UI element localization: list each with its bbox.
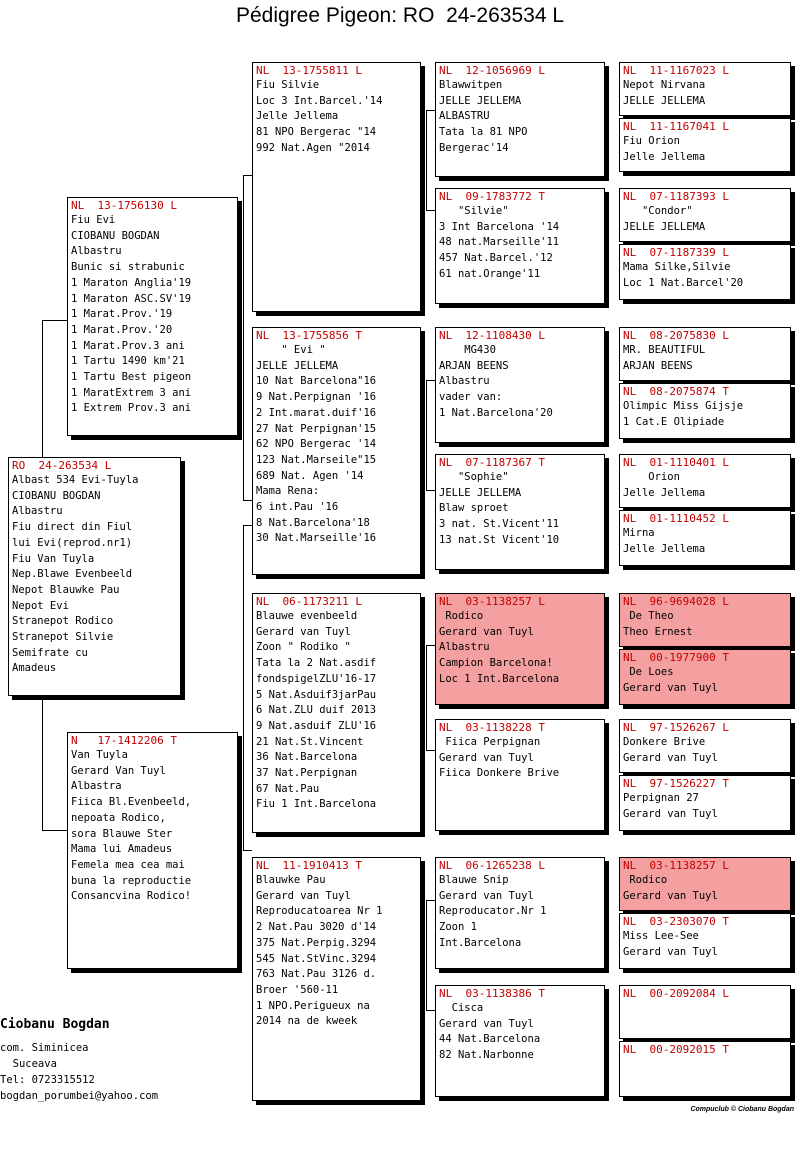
pedigree-note: Gerard van Tuyl (439, 751, 534, 764)
pedigree-card-g9 (619, 593, 791, 647)
ring-id: NL 03-1138257 L (623, 859, 729, 872)
pedigree-note: Albast 534 Evi-Tuyla (12, 474, 139, 486)
pedigree-note: ARJAN BEENS (623, 359, 693, 372)
ring-id: NL 12-1056969 L (439, 64, 545, 77)
pedigree-note: sora Blauwe Ster (71, 827, 173, 840)
ring-id: NL 03-1138257 L (439, 595, 545, 608)
pedigree-note: 689 Nat. Agen '14 (256, 469, 364, 482)
pedigree-note: MR. BEAUTIFUL (623, 344, 706, 356)
pedigree-note: 67 Nat.Pau (256, 782, 320, 795)
pedigree-card-father (67, 197, 238, 436)
pedigree-note: Gerard van Tuyl (439, 1017, 534, 1030)
pedigree-note: 1 Tartu Best pigeon (71, 371, 192, 384)
pedigree-note: Blawwitpen (439, 79, 503, 91)
pedigree-note: Stranepot Silvie (12, 631, 114, 644)
connector-line (426, 210, 435, 211)
breeder-info (0, 1016, 240, 1104)
connector-line (243, 525, 252, 526)
pedigree-note: Reproducator.Nr 1 (439, 905, 547, 918)
pedigree-note: JELLE JELLEMA (623, 220, 706, 233)
ring-id: NL 07-1187393 L (623, 190, 729, 203)
page-title: Pédigree Pigeon: RO 24-263534 L (235, 4, 565, 27)
pedigree-card-g4 (619, 244, 791, 300)
ring-id: NL 00-2092084 L (623, 987, 729, 1000)
pedigree-note: Gerard van Tuyl (623, 681, 718, 694)
pedigree-note: Fiu 1 Int.Barcelona (256, 798, 377, 811)
pedigree-note: fondspigelZLU'16-17 (256, 672, 377, 685)
pedigree-note: 992 Nat.Agen "2014 (256, 141, 370, 154)
pedigree-note: Albastru (71, 245, 122, 258)
pedigree-note: Blauwke Pau (256, 874, 326, 886)
pedigree-note: 82 Nat.Narbonne (439, 1049, 534, 1062)
pedigree-card-mother (67, 732, 238, 969)
pedigree-note: Nepot Evi (12, 599, 69, 612)
pedigree-note: 10 Nat Barcelona"16 (256, 375, 377, 388)
footer-credit: Compuclub © Ciobanu Bogdan (690, 1106, 794, 1113)
pedigree-note: JELLE JELLEMA (439, 94, 522, 107)
pedigree-note: 61 nat.Orange'11 (439, 267, 541, 280)
pedigree-card-g11 (619, 719, 791, 773)
pedigree-note: 36 Nat.Barcelona (256, 751, 358, 764)
pedigree-note: 3 nat. St.Vicent'11 (439, 518, 560, 531)
pedigree-card-g8 (619, 510, 791, 566)
pedigree-note: Gerard van Tuyl (623, 945, 718, 958)
breeder-name: Ciobanu Bogdan (0, 1017, 110, 1032)
pedigree-card-g10 (619, 649, 791, 705)
pedigree-note: Albastra (71, 780, 122, 793)
pedigree-note: nepoata Rodico, (71, 811, 166, 824)
pedigree-note: 1 MaratExtrem 3 ani (71, 386, 192, 399)
pedigree-note: De Theo (623, 610, 674, 622)
pedigree-note: Fiu Silvie (256, 79, 320, 91)
pedigree-note: Zoon 1 (439, 921, 477, 934)
ring-id: NL 01-1110452 L (623, 512, 729, 525)
pedigree-note: 1 Marat.Prov.3 ani (71, 339, 185, 352)
ring-id: NL 13-1756130 L (71, 199, 177, 212)
ring-id: NL 03-1138386 T (439, 987, 545, 1000)
pedigree-note: Broer '560-11 (256, 983, 339, 996)
pedigree-card-subject (8, 457, 181, 696)
pedigree-card-g15 (619, 985, 791, 1039)
pedigree-note: 2 Nat.Pau 3020 d'14 (256, 921, 377, 934)
pedigree-note: JELLE JELLEMA (439, 486, 522, 499)
pedigree-note: Jelle Jellema (256, 110, 339, 123)
pedigree-note: Van Tuyla (71, 749, 128, 761)
connector-line (42, 320, 43, 462)
pedigree-note: Campion Barcelona! (439, 657, 553, 670)
pedigree-note: 62 NPO Bergerac '14 (256, 438, 377, 451)
pedigree-note: Albastru (439, 375, 490, 388)
pedigree-note: "Condor" (623, 205, 693, 217)
breeder-phone: Tel: 0723315512 (0, 1074, 95, 1086)
pedigree-note: Rodico (439, 610, 484, 622)
connector-line (426, 490, 435, 491)
pedigree-note: Blauwe evenbeeld (256, 610, 358, 622)
pedigree-note: Fiu direct din Fiul (12, 521, 133, 534)
connector-line (426, 645, 427, 750)
pedigree-note: Amadeus (12, 662, 57, 675)
pedigree-note: Gerard van Tuyl (439, 889, 534, 902)
ring-id: NL 06-1173211 L (256, 595, 362, 608)
pedigree-card-g14 (619, 913, 791, 969)
pedigree-note: 27 Nat Perpignan'15 (256, 422, 377, 435)
pedigree-note: vader van: (439, 391, 503, 404)
pedigree-note: 81 NPO Bergerac "14 (256, 126, 377, 139)
ring-id: NL 08-2075830 L (623, 329, 729, 342)
pedigree-note: Int.Barcelona (439, 936, 522, 949)
connector-line (426, 900, 427, 1010)
ring-id: NL 13-1755856 T (256, 329, 362, 342)
pedigree-note: 21 Nat.St.Vincent (256, 735, 364, 748)
pedigree-note: Nep.Blawe Evenbeeld (12, 568, 133, 581)
ring-id: NL 08-2075874 T (623, 385, 729, 398)
pedigree-card-g13 (619, 857, 791, 911)
pedigree-note: JELLE JELLEMA (256, 359, 339, 372)
pedigree-card-fm (252, 327, 421, 575)
pedigree-note: Tata la 81 NPO (439, 126, 528, 139)
pedigree-note: Cisca (439, 1002, 484, 1014)
ring-id: NL 06-1265238 L (439, 859, 545, 872)
pedigree-note: Blauwe Snip (439, 874, 509, 886)
pedigree-note: Bergerac'14 (439, 141, 509, 154)
pedigree-note: Fiu Van Tuyla (12, 552, 95, 565)
pedigree-note: Perpignan 27 (623, 792, 699, 804)
breeder-address-line: Suceava (0, 1058, 57, 1070)
pedigree-note: ARJAN BEENS (439, 359, 509, 372)
pedigree-card-fff (435, 62, 605, 177)
pedigree-card-g7 (619, 454, 791, 508)
pedigree-note: Jelle Jellema (623, 486, 706, 499)
pedigree-card-g6 (619, 383, 791, 439)
pedigree-note: Fiica Bl.Evenbeeld, (71, 796, 192, 809)
pedigree-note: CIOBANU BOGDAN (12, 489, 101, 502)
pedigree-note: 8 Nat.Barcelona'18 (256, 516, 370, 529)
pedigree-note: Olimpic Miss Gijsje (623, 400, 744, 412)
pedigree-note: Nepot Blauwke Pau (12, 583, 120, 596)
pedigree-note: 5 Nat.Asduif3jarPau (256, 688, 377, 701)
pedigree-note: "Silvie" (439, 205, 509, 217)
pedigree-note: 1 Marat.Prov.'19 (71, 308, 173, 321)
pedigree-note: Jelle Jellema (623, 150, 706, 163)
connector-line (426, 380, 427, 490)
pedigree-note: 3 Int Barcelona '14 (439, 220, 560, 233)
pedigree-note: Femela mea cea mai (71, 858, 185, 871)
ring-id: NL 07-1187339 L (623, 246, 729, 259)
pedigree-note: lui Evi(reprod.nr1) (12, 536, 133, 549)
connector-line (426, 900, 435, 901)
ring-id: NL 03-2303070 T (623, 915, 729, 928)
pedigree-note: 2014 na de kweek (256, 1015, 358, 1028)
connector-line (426, 110, 435, 111)
pedigree-note: buna la reproductie (71, 874, 192, 887)
pedigree-note: 37 Nat.Perpignan (256, 767, 358, 780)
pedigree-note: Mama lui Amadeus (71, 843, 173, 856)
pedigree-note: 1 NPO.Perigueux na (256, 999, 370, 1012)
pedigree-note: Consancvina Rodico! (71, 890, 192, 903)
connector-line (243, 175, 244, 500)
ring-id: N 17-1412206 T (71, 734, 177, 747)
pedigree-note: Reproducatoarea Nr 1 (256, 905, 383, 918)
pedigree-card-g3 (619, 188, 791, 242)
connector-line (243, 525, 244, 850)
ring-id: RO 24-263534 L (12, 459, 112, 472)
pedigree-card-ffm (435, 188, 605, 304)
pedigree-note: JELLE JELLEMA (623, 94, 706, 107)
connector-line (42, 688, 43, 830)
pedigree-note: CIOBANU BOGDAN (71, 229, 160, 242)
ring-id: NL 11-1910413 T (256, 859, 362, 872)
pedigree-note: Donkere Brive (623, 736, 706, 748)
pedigree-card-mf (252, 593, 421, 833)
pedigree-note: 9 Nat.asduif ZLU'16 (256, 719, 377, 732)
pedigree-note: 1 Cat.E Olipiade (623, 415, 725, 428)
pedigree-note: 1 Nat.Barcelona'20 (439, 406, 553, 419)
pedigree-note: 1 Maraton Anglia'19 (71, 276, 192, 289)
pedigree-note: Mama Rena: (256, 485, 320, 498)
pedigree-note: " Evi " (256, 344, 326, 356)
pedigree-note: Albastru (439, 641, 490, 654)
pedigree-card-fmm (435, 454, 605, 570)
pedigree-note: Gerard van Tuyl (623, 889, 718, 902)
connector-line (426, 750, 435, 751)
connector-line (426, 110, 427, 210)
ring-id: NL 12-1108430 L (439, 329, 545, 342)
breeder-email[interactable]: bogdan_porumbei@yahoo.com (0, 1090, 159, 1102)
connector-line (42, 830, 67, 831)
ring-id: NL 97-1526267 L (623, 721, 729, 734)
connector-line (426, 380, 435, 381)
ring-id: NL 07-1187367 T (439, 456, 545, 469)
ring-id: NL 11-1167023 L (623, 64, 729, 77)
pedigree-note: Mama Silke,Silvie (623, 261, 731, 273)
pedigree-note: Blaw sproet (439, 502, 509, 515)
pedigree-note: Semifrate cu (12, 646, 88, 659)
ring-id: NL 00-2092015 T (623, 1043, 729, 1056)
pedigree-note: Gerard van Tuyl (623, 751, 718, 764)
pedigree-note: 44 Nat.Barcelona (439, 1033, 541, 1046)
pedigree-note: Orion (623, 471, 680, 483)
ring-id: NL 13-1755811 L (256, 64, 362, 77)
ring-id: NL 09-1783772 T (439, 190, 545, 203)
pedigree-note: 375 Nat.Perpig.3294 (256, 936, 377, 949)
pedigree-note: ALBASTRU (439, 110, 490, 123)
pedigree-note: 457 Nat.Barcel.'12 (439, 252, 553, 265)
pedigree-note: 1 Tartu 1490 km'21 (71, 355, 185, 368)
pedigree-note: Zoon " Rodiko " (256, 641, 351, 654)
pedigree-note: 9 Nat.Perpignan '16 (256, 391, 377, 404)
connector-line (426, 1010, 435, 1011)
ring-id: NL 00-1977900 T (623, 651, 729, 664)
pedigree-note: Nepot Nirvana (623, 79, 706, 91)
pedigree-note: Fiica Donkere Brive (439, 767, 560, 780)
pedigree-card-ff (252, 62, 421, 312)
pedigree-card-mmm (435, 985, 605, 1097)
pedigree-note: Loc 1 Int.Barcelona (439, 672, 560, 685)
pedigree-note: MG430 (439, 344, 496, 356)
pedigree-card-mmf (435, 857, 605, 969)
pedigree-note: 6 Nat.ZLU duif 2013 (256, 704, 377, 717)
pedigree-note: 13 nat.St Vicent'10 (439, 533, 560, 546)
pedigree-note: Rodico (623, 874, 668, 886)
pedigree-card-g12 (619, 775, 791, 831)
connector-line (426, 645, 435, 646)
pedigree-note: Stranepot Rodico (12, 615, 114, 628)
pedigree-note: Loc 3 Int.Barcel.'14 (256, 94, 383, 107)
pedigree-note: Gerard van Tuyl (256, 889, 351, 902)
pedigree-note: Gerard van Tuyl (256, 625, 351, 638)
pedigree-note: 1 Extrem Prov.3 ani (71, 402, 192, 415)
ring-id: NL 96-9694028 L (623, 595, 729, 608)
pedigree-card-mfm (435, 719, 605, 831)
pedigree-note: Tata la 2 Nat.asdif (256, 657, 377, 670)
ring-id: NL 01-1110401 L (623, 456, 729, 469)
pedigree-card-mff (435, 593, 605, 705)
pedigree-note: Theo Ernest (623, 625, 693, 638)
ring-id: NL 03-1138228 T (439, 721, 545, 734)
pedigree-card-mm (252, 857, 421, 1101)
pedigree-note: Fiu Orion (623, 135, 680, 147)
pedigree-note: Bunic si strabunic (71, 261, 185, 274)
breeder-address-line: com. Siminicea (0, 1042, 89, 1054)
pedigree-note: Fiica Perpignan (439, 736, 541, 748)
pedigree-note: 1 Maraton ASC.SV'19 (71, 292, 192, 305)
pedigree-card-g1 (619, 62, 791, 116)
ring-id: NL 11-1167041 L (623, 120, 729, 133)
pedigree-note: Gerard Van Tuyl (71, 764, 166, 777)
pedigree-note: 2 Int.marat.duif'16 (256, 406, 377, 419)
connector-line (243, 850, 252, 851)
pedigree-card-fmf (435, 327, 605, 443)
connector-line (243, 175, 252, 176)
pedigree-note: 1 Marat.Prov.'20 (71, 323, 173, 336)
pedigree-card-g2 (619, 118, 791, 172)
pedigree-note: Fiu Evi (71, 214, 116, 226)
pedigree-note: 545 Nat.StVinc.3294 (256, 952, 377, 965)
pedigree-note: "Sophie" (439, 471, 509, 483)
pedigree-note: Miss Lee-See (623, 930, 699, 942)
pedigree-note: 48 nat.Marseille'11 (439, 236, 560, 249)
ring-id: NL 97-1526227 T (623, 777, 729, 790)
connector-line (243, 500, 252, 501)
connector-line (42, 320, 67, 321)
pedigree-note: De Loes (623, 666, 674, 678)
pedigree-note: Albastru (12, 505, 63, 518)
pedigree-note: Jelle Jellema (623, 542, 706, 555)
pedigree-note: Loc 1 Nat.Barcel'20 (623, 276, 744, 289)
pedigree-card-g16 (619, 1041, 791, 1097)
pedigree-note: 6 int.Pau '16 (256, 501, 339, 514)
pedigree-note: 763 Nat.Pau 3126 d. (256, 968, 377, 981)
pedigree-note: 123 Nat.Marseile"15 (256, 453, 377, 466)
pedigree-note: Gerard van Tuyl (623, 807, 718, 820)
pedigree-card-g5 (619, 327, 791, 381)
pedigree-note: Gerard van Tuyl (439, 625, 534, 638)
pedigree-note: 30 Nat.Marseille'16 (256, 532, 377, 545)
pedigree-note: Mirna (623, 527, 655, 539)
